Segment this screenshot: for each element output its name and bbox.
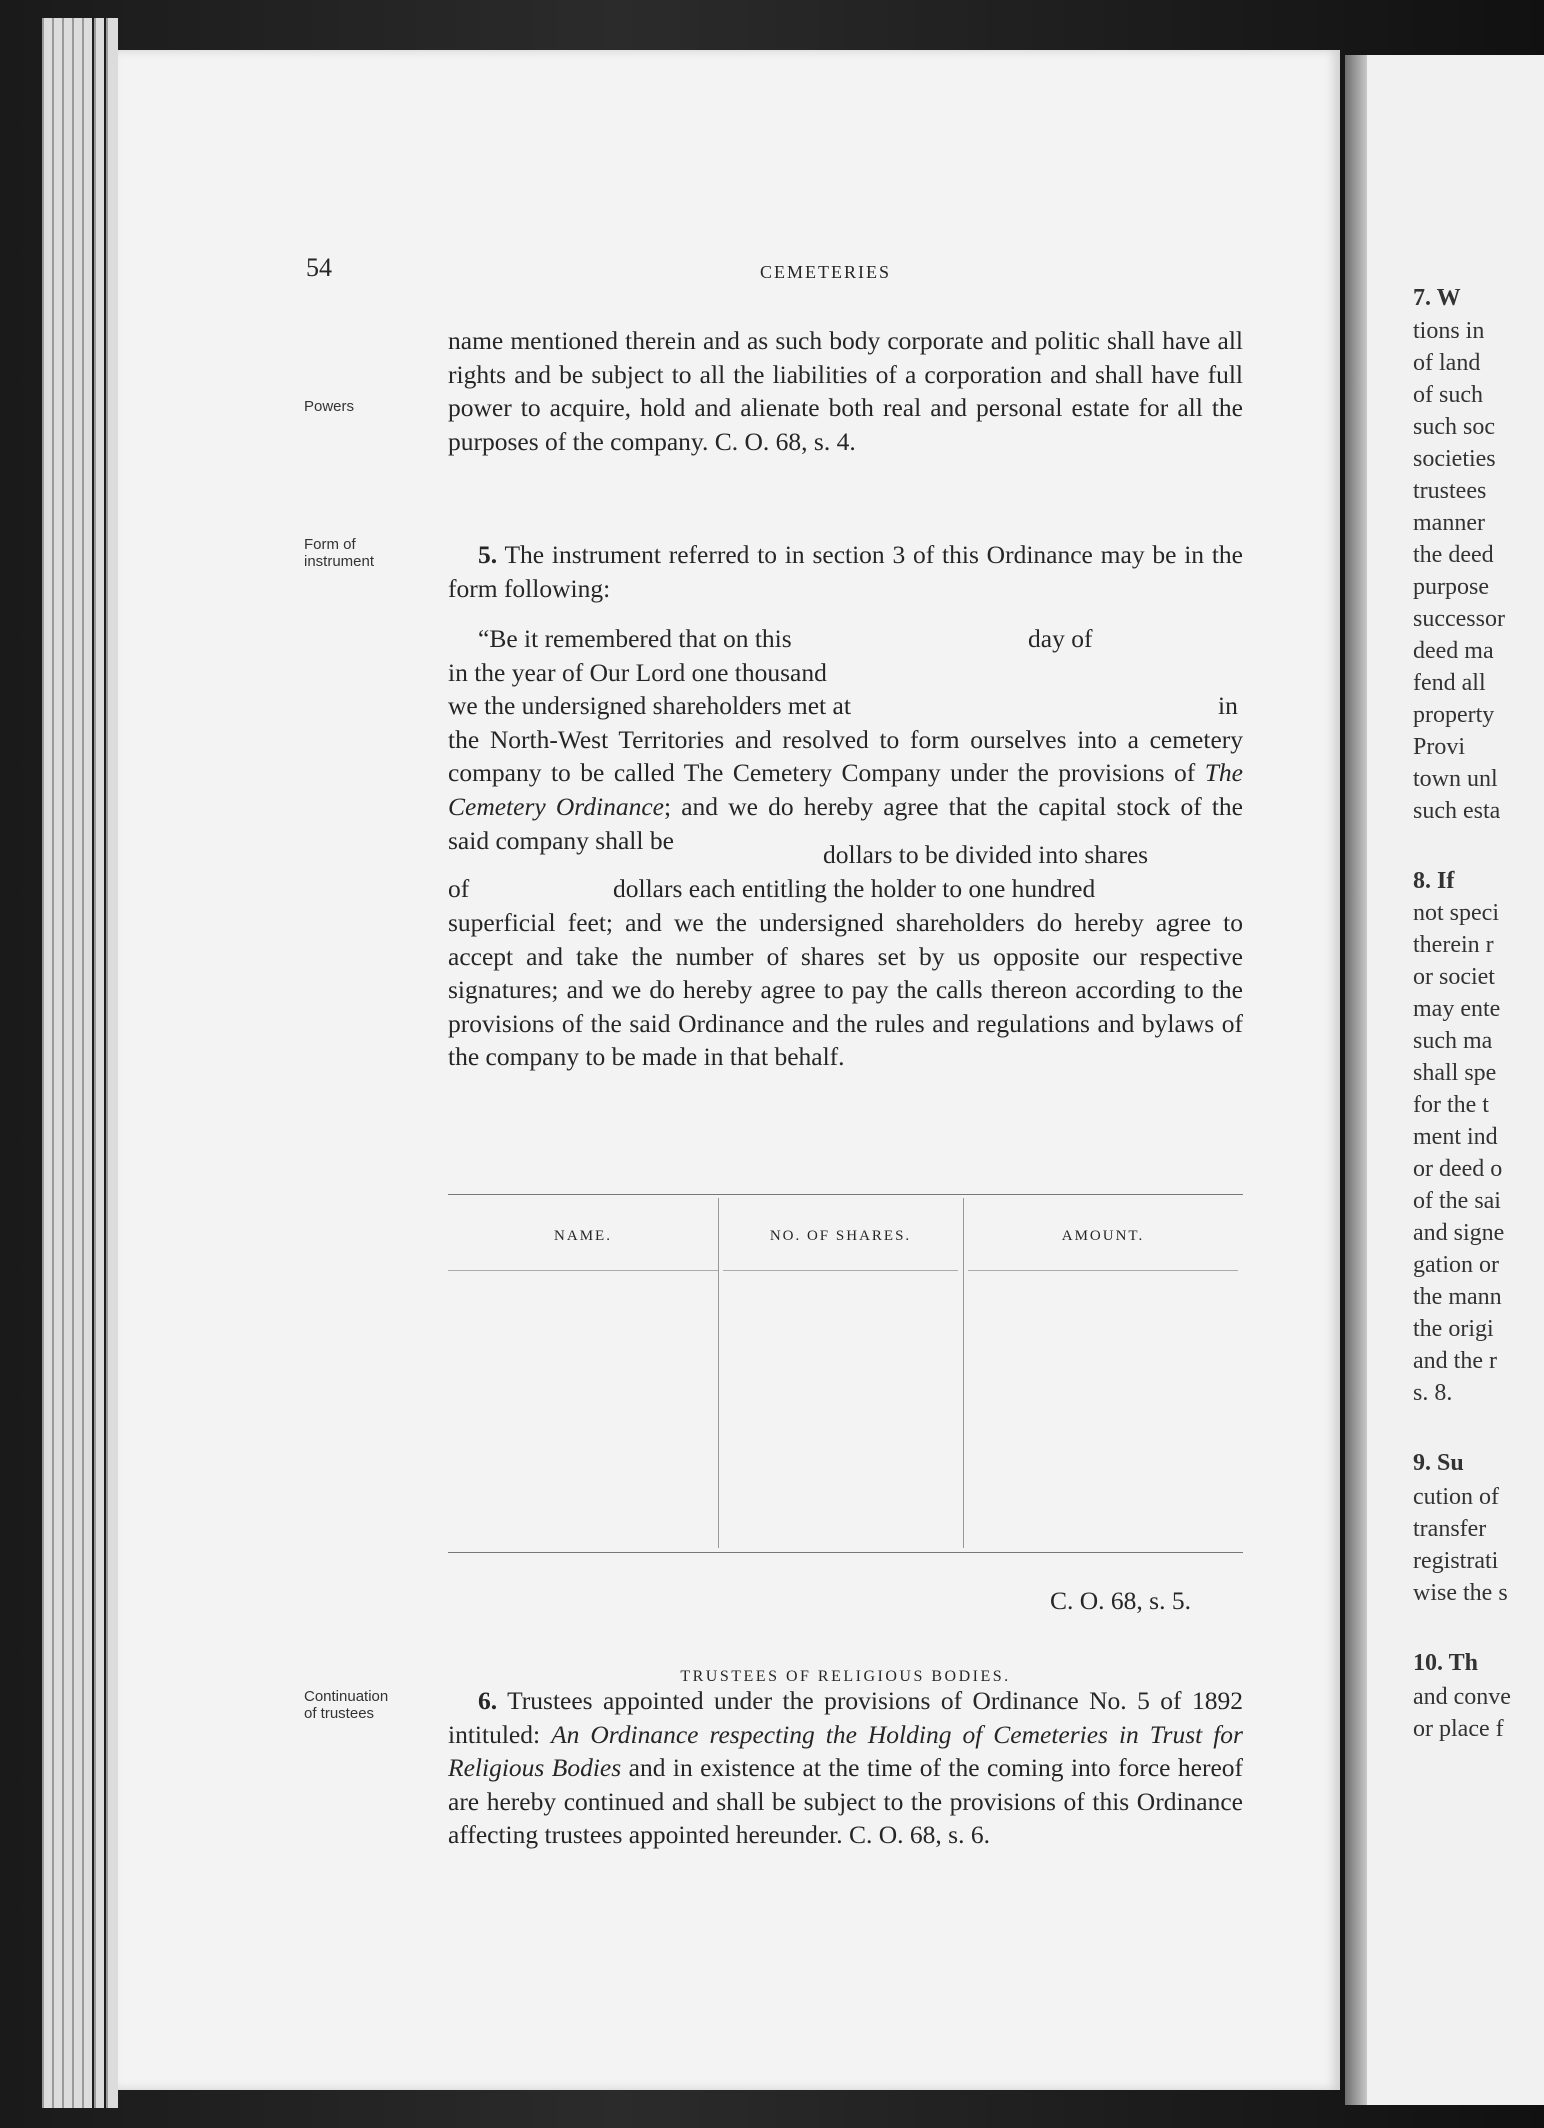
- text-fragment: societies: [1413, 446, 1496, 472]
- section-number-fragment: 10. Th: [1413, 1650, 1478, 1676]
- section-number-fragment: 7. W: [1413, 285, 1461, 311]
- text-fragment: gation or: [1413, 1252, 1499, 1278]
- text-fragment: manner: [1413, 510, 1485, 536]
- section-heading: TRUSTEES OF RELIGIOUS BODIES.: [680, 1668, 1011, 1685]
- text-fragment: of the sai: [1413, 1188, 1501, 1214]
- margin-note-form-of-instrument: Form of instrument: [304, 536, 375, 570]
- text-fragment: town unl: [1413, 766, 1498, 792]
- margin-note-continuation-of-trustees: Continuation of trustees: [304, 1688, 389, 1722]
- text-fragment: trustees: [1413, 478, 1487, 504]
- form-text-continued: superficial feet; and we the undersigned shareholders do hereby agree to accept and take the number of shares set by us opposite our respective signatures; and we do hereby agree to pay the calls thereon according to the provisions of the said Ordinance and the rules and regulations and bylaws of the company to be made in that behalf.: [448, 908, 1243, 1072]
- text-fragment: registrati: [1413, 1548, 1499, 1574]
- text-fragment: of such: [1413, 382, 1483, 408]
- text-fragment: shall spe: [1413, 1060, 1497, 1086]
- text-fragment: Provi: [1413, 734, 1466, 760]
- text-fragment: cution of: [1413, 1484, 1499, 1510]
- text-fragment: s. 8.: [1413, 1380, 1453, 1406]
- section-number-fragment: 9. Su: [1413, 1450, 1464, 1476]
- text-fragment: or deed o: [1413, 1156, 1503, 1182]
- text-fragment: tions in: [1413, 318, 1485, 344]
- section-number: 6.: [478, 1686, 498, 1715]
- text-fragment: or societ: [1413, 964, 1495, 990]
- text-fragment: such ma: [1413, 1028, 1493, 1054]
- section-number: 5.: [478, 540, 498, 569]
- text-fragment: transfer: [1413, 1516, 1487, 1542]
- section-6: 6. Trustees appointed under the provisions of Ordinance No. 5 of 1892 intituled: An Ordinance respecting the Holding of Cemeteries in Trust for Religious Bodies and in existence at the time of the coming into force hereof are hereby continued and shall be subject to the provisions of this Ordinance affecting trustees appointed hereunder. C. O. 68, s. 6.: [448, 1686, 1244, 1850]
- text-fragment: ment ind: [1413, 1124, 1498, 1150]
- text-fragment: the origi: [1413, 1316, 1494, 1342]
- paragraph-continuation: name mentioned therein and as such body corporate and politic shall have all rights and be subject to all the liabilities of a corporation and shall have full power to acquire, hold and alienate both real and personal estate for all the purposes of the company. C. O. 68, s. 4.: [448, 326, 1243, 456]
- text-fragment: for the t: [1413, 1092, 1489, 1118]
- section-5: 5. The instrument referred to in section 3 of this Ordinance may be in the form following:: [448, 540, 1243, 603]
- text-fragment: the deed: [1413, 542, 1494, 568]
- text-fragment: may ente: [1413, 996, 1501, 1022]
- facing-page-fragment: [1345, 55, 1544, 2105]
- text-fragment: and the r: [1413, 1348, 1497, 1374]
- text-fragment: therein r: [1413, 932, 1494, 958]
- form-text-shares: dollars to be divided into shares of dollars each entitling the holder to one hundred: [448, 840, 1149, 903]
- text-fragment: successor: [1413, 606, 1505, 632]
- book-gutter: [1345, 55, 1367, 2105]
- citation-section-5: C. O. 68, s. 5.: [1050, 1586, 1191, 1615]
- section-number-fragment: 8. If: [1413, 868, 1455, 894]
- text-fragment: deed ma: [1413, 638, 1494, 664]
- running-head: CEMETERIES: [760, 262, 891, 282]
- text-fragment: and signe: [1413, 1220, 1505, 1246]
- table-header-name: NAME.: [554, 1228, 612, 1244]
- text-fragment: the mann: [1413, 1284, 1502, 1310]
- text-fragment: fend all: [1413, 670, 1486, 696]
- text-fragment: such soc: [1413, 414, 1495, 440]
- text-fragment: property: [1413, 702, 1495, 728]
- text-fragment: of land: [1413, 350, 1481, 376]
- table-header-amount: AMOUNT.: [1061, 1228, 1145, 1244]
- text-fragment: or place f: [1413, 1716, 1504, 1742]
- text-fragment: not speci: [1413, 900, 1499, 926]
- margin-note-powers: Powers: [304, 398, 355, 415]
- page-number: 54: [306, 253, 332, 282]
- text-fragment: purpose: [1413, 574, 1489, 600]
- shareholder-table: [448, 1190, 1243, 1555]
- text-fragment: wise the s: [1413, 1580, 1508, 1606]
- text-fragment: such esta: [1413, 798, 1501, 824]
- text-fragment: and conve: [1413, 1684, 1511, 1710]
- table-header-shares: NO. OF SHARES.: [769, 1228, 912, 1244]
- form-text: “Be it remembered that on this day of in the year of Our Lord one thousand we the undersigned shareholders met at in the North-West Territories and resolved to form ourselves into a cemetery company to be called The Cemetery Company under the provisions of The Cemetery Ordinance; and we do hereby agree that the capital stock of the said company shall be: [448, 624, 1243, 855]
